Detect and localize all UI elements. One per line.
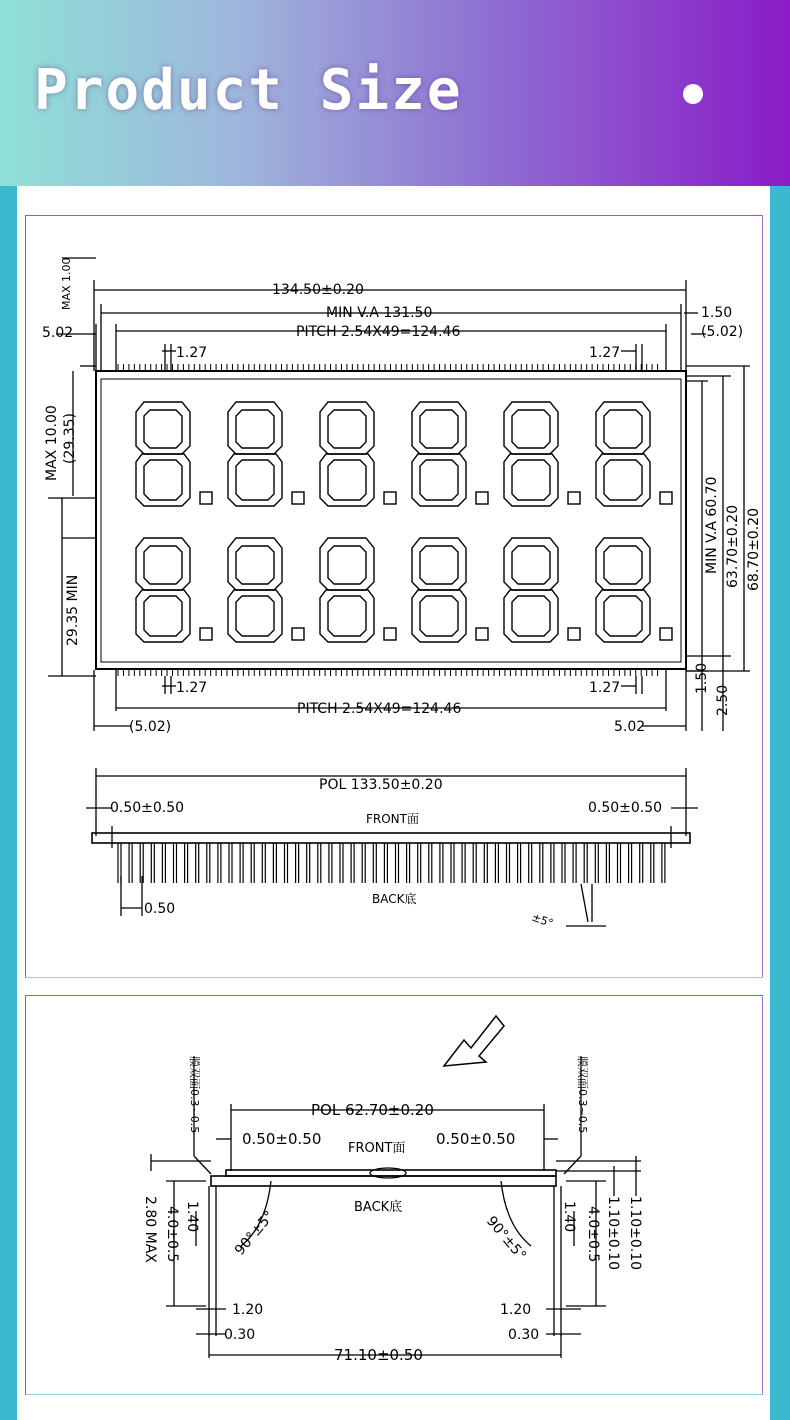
angle-label: ±5° xyxy=(529,910,555,931)
left-140-label: 1.40 xyxy=(184,1201,200,1233)
decimal-point xyxy=(660,628,672,640)
segment-top-inner xyxy=(144,546,182,584)
segment-bottom-inner xyxy=(604,460,642,500)
right-pin-label: 4.0±0.5 xyxy=(585,1206,601,1263)
section-width-label: 71.10±0.50 xyxy=(334,1346,423,1364)
segment-top-inner xyxy=(512,546,550,584)
segment-bottom-inner xyxy=(420,596,458,636)
digit-8 xyxy=(504,538,580,642)
header-banner xyxy=(0,0,790,186)
pitch-top-label: PITCH 2.54X49=124.46 xyxy=(296,324,461,340)
segment-bottom-inner xyxy=(236,460,274,500)
decimal-point xyxy=(476,492,488,504)
right-strip xyxy=(770,186,790,1420)
pol-label: POL 133.50±0.20 xyxy=(319,777,443,793)
decimal-point xyxy=(384,628,396,640)
segment-bottom-inner xyxy=(512,596,550,636)
digit-8 xyxy=(136,538,212,642)
digit-8 xyxy=(596,538,672,642)
pin-120-right: 1.20 xyxy=(500,1302,532,1318)
pin-030-right: 0.30 xyxy=(508,1327,540,1343)
digit-8 xyxy=(320,402,396,506)
pin-030-left: 0.30 xyxy=(224,1327,256,1343)
drawing-panel-bottom xyxy=(25,995,763,1395)
decimal-point xyxy=(660,492,672,504)
segment-bottom-inner xyxy=(512,460,550,500)
min-va-label: MIN V.A 131.50 xyxy=(326,305,433,321)
bottom-right-offset: 5.02 xyxy=(614,719,646,735)
viewing-area xyxy=(101,379,681,662)
bottom-gap2-label: 2.50 xyxy=(715,684,731,716)
segment-bottom-inner xyxy=(420,460,458,500)
back-label: BACK底 xyxy=(372,892,417,906)
min-va-height-label: MIN V.A 60.70 xyxy=(704,476,720,574)
glass-outline xyxy=(96,371,686,669)
section-drawing xyxy=(26,996,764,1396)
max-thickness-label: MAX 1.00 xyxy=(60,257,73,310)
page-title: Product Size xyxy=(34,58,463,123)
segment-bottom-inner xyxy=(144,596,182,636)
segment-bottom-inner xyxy=(236,596,274,636)
segment-top-inner xyxy=(512,410,550,448)
front-label: FRONT面 xyxy=(366,812,419,826)
drawing-panel-top xyxy=(25,215,763,978)
right-note: 膜双面0.3~0.5 xyxy=(576,1056,589,1134)
side-pin-row xyxy=(118,843,665,883)
decimal-point xyxy=(292,492,304,504)
digit-8 xyxy=(596,402,672,506)
decimal-point xyxy=(292,628,304,640)
pin-width-tr: 1.27 xyxy=(589,345,621,361)
angle-left-label: 90°±5° xyxy=(231,1208,278,1259)
min2935-label: 29.35 MIN xyxy=(65,574,81,646)
right-140-label: 1.40 xyxy=(561,1201,577,1233)
pin-width-tl: 1.27 xyxy=(176,345,208,361)
left-offset-label: 5.02 xyxy=(42,325,74,341)
decimal-point xyxy=(568,628,580,640)
left-pin-label: 4.0±0.5 xyxy=(164,1206,180,1263)
angle-right-label: 90°±5° xyxy=(482,1213,529,1264)
segment-bottom-inner xyxy=(604,596,642,636)
digit-8 xyxy=(136,402,212,506)
left-note: 膜双面0.3~0.5 xyxy=(188,1056,201,1134)
section-back-label: BACK底 xyxy=(354,1200,403,1215)
left-pol-offset: 0.50±0.50 xyxy=(110,800,185,816)
segment-top-inner xyxy=(604,546,642,584)
digit-8 xyxy=(412,538,488,642)
right-pol-offset: 0.50±0.50 xyxy=(588,800,663,816)
overall-width-label: 134.50±0.20 xyxy=(272,282,364,298)
section-right-offset: 0.50±0.50 xyxy=(436,1130,516,1148)
right-110a-label: 1.10±0.10 xyxy=(605,1196,621,1271)
segment-top-inner xyxy=(328,546,366,584)
decimal-point xyxy=(476,628,488,640)
segment-bottom-inner xyxy=(328,460,366,500)
max10-label: MAX 10.00 xyxy=(44,405,60,481)
segment-top-inner xyxy=(328,410,366,448)
pin-width-bl: 1.27 xyxy=(176,680,208,696)
decimal-point xyxy=(568,492,580,504)
section-front-label: FRONT面 xyxy=(348,1141,406,1156)
segment-bottom-inner xyxy=(328,596,366,636)
pitch-bottom-label: PITCH 2.54X49=124.46 xyxy=(297,701,462,717)
arrow-icon xyxy=(444,1016,504,1066)
digit-8 xyxy=(228,402,304,506)
lcd-dimension-drawing xyxy=(26,216,764,979)
seven-segment-digits xyxy=(136,402,672,642)
pin-120-left: 1.20 xyxy=(232,1302,264,1318)
digit-8 xyxy=(504,402,580,506)
segment-top-inner xyxy=(420,410,458,448)
digit-8 xyxy=(320,538,396,642)
segment-top-inner xyxy=(144,410,182,448)
right-110b-label: 1.10±0.10 xyxy=(627,1196,643,1271)
segment-bottom-inner xyxy=(144,460,182,500)
v2935-label: (29.35) xyxy=(62,412,78,464)
digit-8 xyxy=(412,402,488,506)
bottom-left-offset: (5.02) xyxy=(129,719,172,735)
segment-top-inner xyxy=(420,546,458,584)
side-glass-outline xyxy=(92,833,690,843)
digit-8 xyxy=(228,538,304,642)
segment-top-inner xyxy=(236,410,274,448)
decimal-point xyxy=(200,492,212,504)
segment-top-inner xyxy=(604,410,642,448)
right-offset-label: (5.02) xyxy=(701,324,744,340)
section-pol-label: POL 62.70±0.20 xyxy=(311,1101,434,1119)
height-outer-label: 68.70±0.20 xyxy=(746,508,762,591)
section-left-offset: 0.50±0.50 xyxy=(242,1130,322,1148)
decimal-point xyxy=(384,492,396,504)
pin-pitch-label: 0.50 xyxy=(144,901,176,917)
header-dot-icon xyxy=(683,84,703,104)
right-gap-label: 1.50 xyxy=(701,305,733,321)
height-inner-label: 63.70±0.20 xyxy=(725,505,741,588)
left-height-label: 2.80 MAX xyxy=(142,1196,158,1263)
bottom-gap1-label: 1.50 xyxy=(694,662,710,694)
decimal-point xyxy=(200,628,212,640)
pin-width-br: 1.27 xyxy=(589,680,621,696)
segment-top-inner xyxy=(236,546,274,584)
